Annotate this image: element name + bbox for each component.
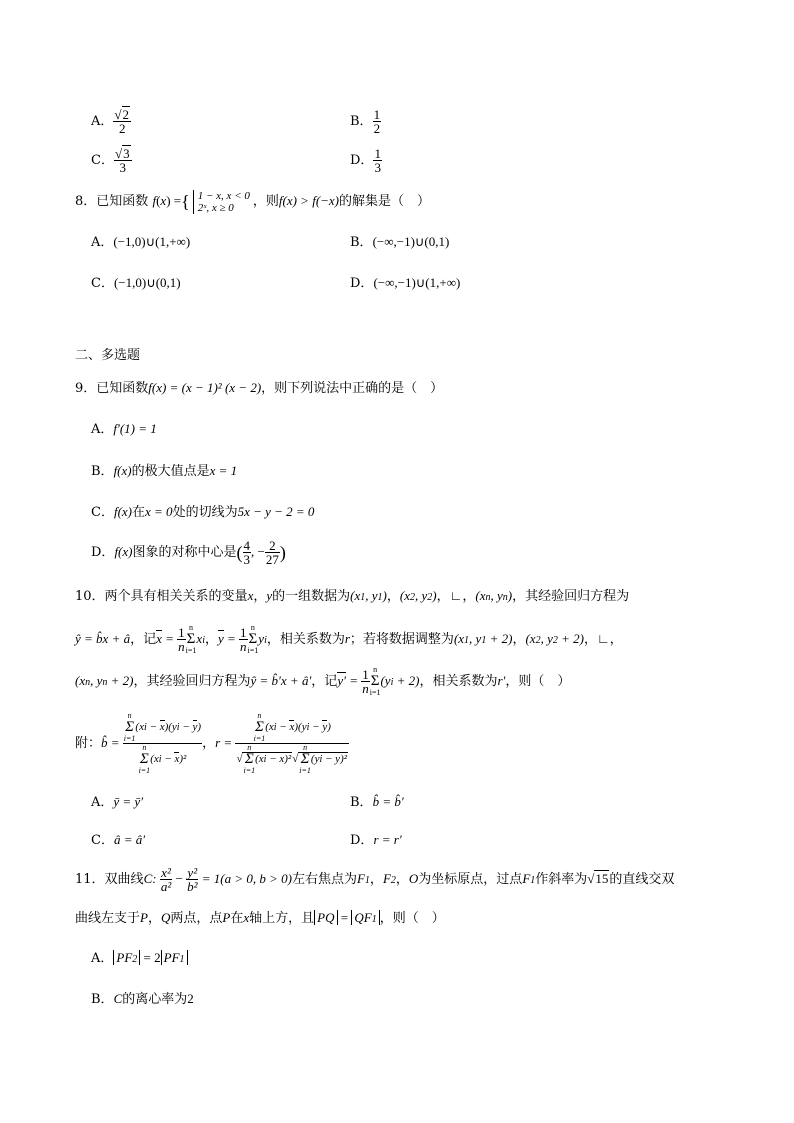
q8-stem: 8．已知函数 f(x) ={ 1 − x, x < 0 2ˣ, x ≥ 0 ，则f(x) > f(−x)的解集是（ ） (75, 189, 431, 214)
q10-option-a[interactable]: A．ȳ = ȳ′ (91, 794, 144, 810)
q7-option-c[interactable] (91, 147, 132, 174)
q9-option-d[interactable]: D．f(x)图象的对称中心是( $\frac{4}{3}$ , − $\frac{2}{27}$ ) (91, 538, 286, 567)
correlation-formula: n Σ i=1(xi − x)(yi − y) √n Σ i=1(xi − x)²√n Σ i=1(yi − y)² (236, 711, 348, 775)
q8-option-b[interactable]: B．(−∞,−1)∪(0,1) (350, 234, 450, 250)
q11-line-2: 曲线左支于P，Q两点，点P在x轴上方，且 PQ = QF1 ，则（ ） (75, 910, 445, 926)
q11-option-a[interactable]: A． PF2 = 2 PF1 (91, 948, 188, 970)
q11-option-b[interactable]: B．C的离心率为2 (91, 991, 194, 1007)
piecewise-function: 1 − x, x < 0 2ˣ, x ≥ 0 (193, 190, 250, 214)
slope-formula: n Σ i=1(xi − x)(yi − y) n Σ i=1(xi − x)² (123, 711, 202, 775)
section-title: 二、多选题 (75, 348, 141, 363)
option-letter: D． (350, 153, 374, 168)
q10-formula-note: 附：b̂ = n Σ i=1(xi − x)(yi − y) n Σ i=1(xi − x)² ，r = n Σ i=1(xi − x)(yi − y) √n Σ i=1(xi − x)²√n Σ i=1(yi − y)² (75, 711, 348, 775)
q7-option-d[interactable] (350, 147, 382, 174)
q8-option-c[interactable]: C．(−1,0)∪(0,1) (91, 275, 181, 291)
fraction: $\frac{1}{3}$ (374, 146, 381, 175)
q10-line-2: ŷ = b̂x + â，记x = $\frac{1}{n}$ n Σ i=1xi，y = $\frac{1}{n}$ n Σ i=1yi，相关系数为r；若将数据调整为(x1, y1 + 2)，(x2, y2 + 2)，∟， (75, 623, 623, 655)
q10-line-1: 10．两个具有相关关系的变量x，y的一组数据为(x1, y1)，(x2, y2)，∟，(xn, yn)，其经验回归方程为 (75, 588, 630, 604)
q9-option-a[interactable]: A．f′(1) = 1 (91, 421, 157, 437)
fraction: $\frac{1}{2}$ (373, 107, 381, 136)
q9-stem: 9．已知函数f(x) = (x − 1)² (x − 2)，则下列说法中正确的是（ ） (75, 380, 444, 396)
option-letter: A． (91, 114, 114, 129)
option-letter: C． (91, 153, 114, 168)
q10-option-b[interactable]: B．b̂ = b̂′ (350, 794, 404, 810)
q10-option-c[interactable]: C．â = â′ (91, 832, 146, 848)
q10-line-3: (xn, yn + 2)，其经验回归方程为ŷ = b̂′x + â′，记y′ = $\frac{1}{n}$ n Σ i=1(yi + 2)，相关系数为r′，则（ ） (75, 665, 571, 697)
fraction: $\frac{√2}{2}$ (114, 107, 130, 136)
q8-option-d[interactable]: D．(−∞,−1)∪(1,+∞) (350, 275, 461, 291)
q10-option-d[interactable]: D．r = r′ (350, 832, 402, 848)
q7-option-a[interactable] (91, 108, 131, 135)
q9-option-b[interactable]: B．f(x)的极大值点是x = 1 (91, 463, 238, 479)
q11-line-1: 11．双曲线C: $\frac{\text{x²}}{\text{a²}}$ − $\frac{\text{y²}}{\text{b²}}$ = 1(a > 0, b > 0)左右焦点为F1，F2，O为坐标原点，过点F1作斜率为√15的直线交双 (75, 865, 675, 894)
q9-option-c[interactable]: C．f(x)在x = 0处的切线为5x − y − 2 = 0 (91, 504, 315, 520)
option-letter: B． (350, 114, 373, 129)
fraction: $\frac{√3}{3}$ (114, 146, 130, 175)
q7-option-b[interactable] (350, 108, 381, 135)
q8-option-a[interactable]: A．(−1,0)∪(1,+∞) (91, 234, 191, 250)
